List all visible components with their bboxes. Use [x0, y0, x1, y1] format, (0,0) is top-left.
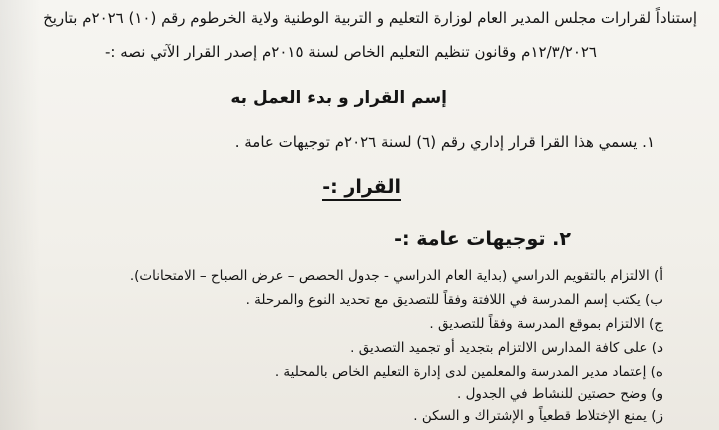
directive-d: د) على كافة المدارس الالتزام بتجديد أو تجميد التصديق .	[350, 340, 663, 356]
directive-c: ج) الالتزام بموقع المدرسة وفقاً للتصديق .	[429, 316, 663, 332]
page-shadow	[0, 0, 40, 430]
directive-e: ه) إعتماد مدير المدرسة والمعلمين لدى إدارة التعليم الخاص بالمحلية .	[274, 364, 663, 380]
item-1-text: ١. يسمي هذا القرا قرار إداري رقم (٦) لسنة ٢٠٢٦م توجيهات عامة .	[234, 133, 655, 151]
decision-title-text: القرار :-	[322, 176, 401, 201]
directive-b: ب) يكتب إسم المدرسة في اللافتة وفقاً للتصديق مع تحديد النوع والمرحلة .	[245, 292, 663, 308]
directive-f: و) وضح حصتين للنشاط في الجدول .	[457, 386, 663, 402]
decision-name-heading: إسم القرار و بدء العمل به	[230, 88, 447, 108]
section-2-title: ٢. توجيهات عامة :-	[394, 228, 571, 250]
preamble-line-2: ١٢/٣/٢٠٢٦م وقانون تنظيم التعليم الخاص لسنة ٢٠١٥م إصدر القرار الآتي نصه :-	[105, 43, 597, 61]
directive-a: أ) الالتزام بالتقويم الدراسي (بداية العام الدراسي - جدول الحصص – عرض الصباح – الامتحانات).	[129, 268, 663, 284]
directive-g: ز) يمنع الإختلاط قطعياً و الإشتراك و السكن .	[413, 408, 663, 424]
decision-title	[322, 176, 401, 198]
preamble-line-1: إستناداً لقرارات مجلس المدير العام لوزارة التعليم و التربية الوطنية ولاية الخرطوم رقم (١٠) ٢٠٢٦م بتاريخ	[43, 9, 697, 27]
